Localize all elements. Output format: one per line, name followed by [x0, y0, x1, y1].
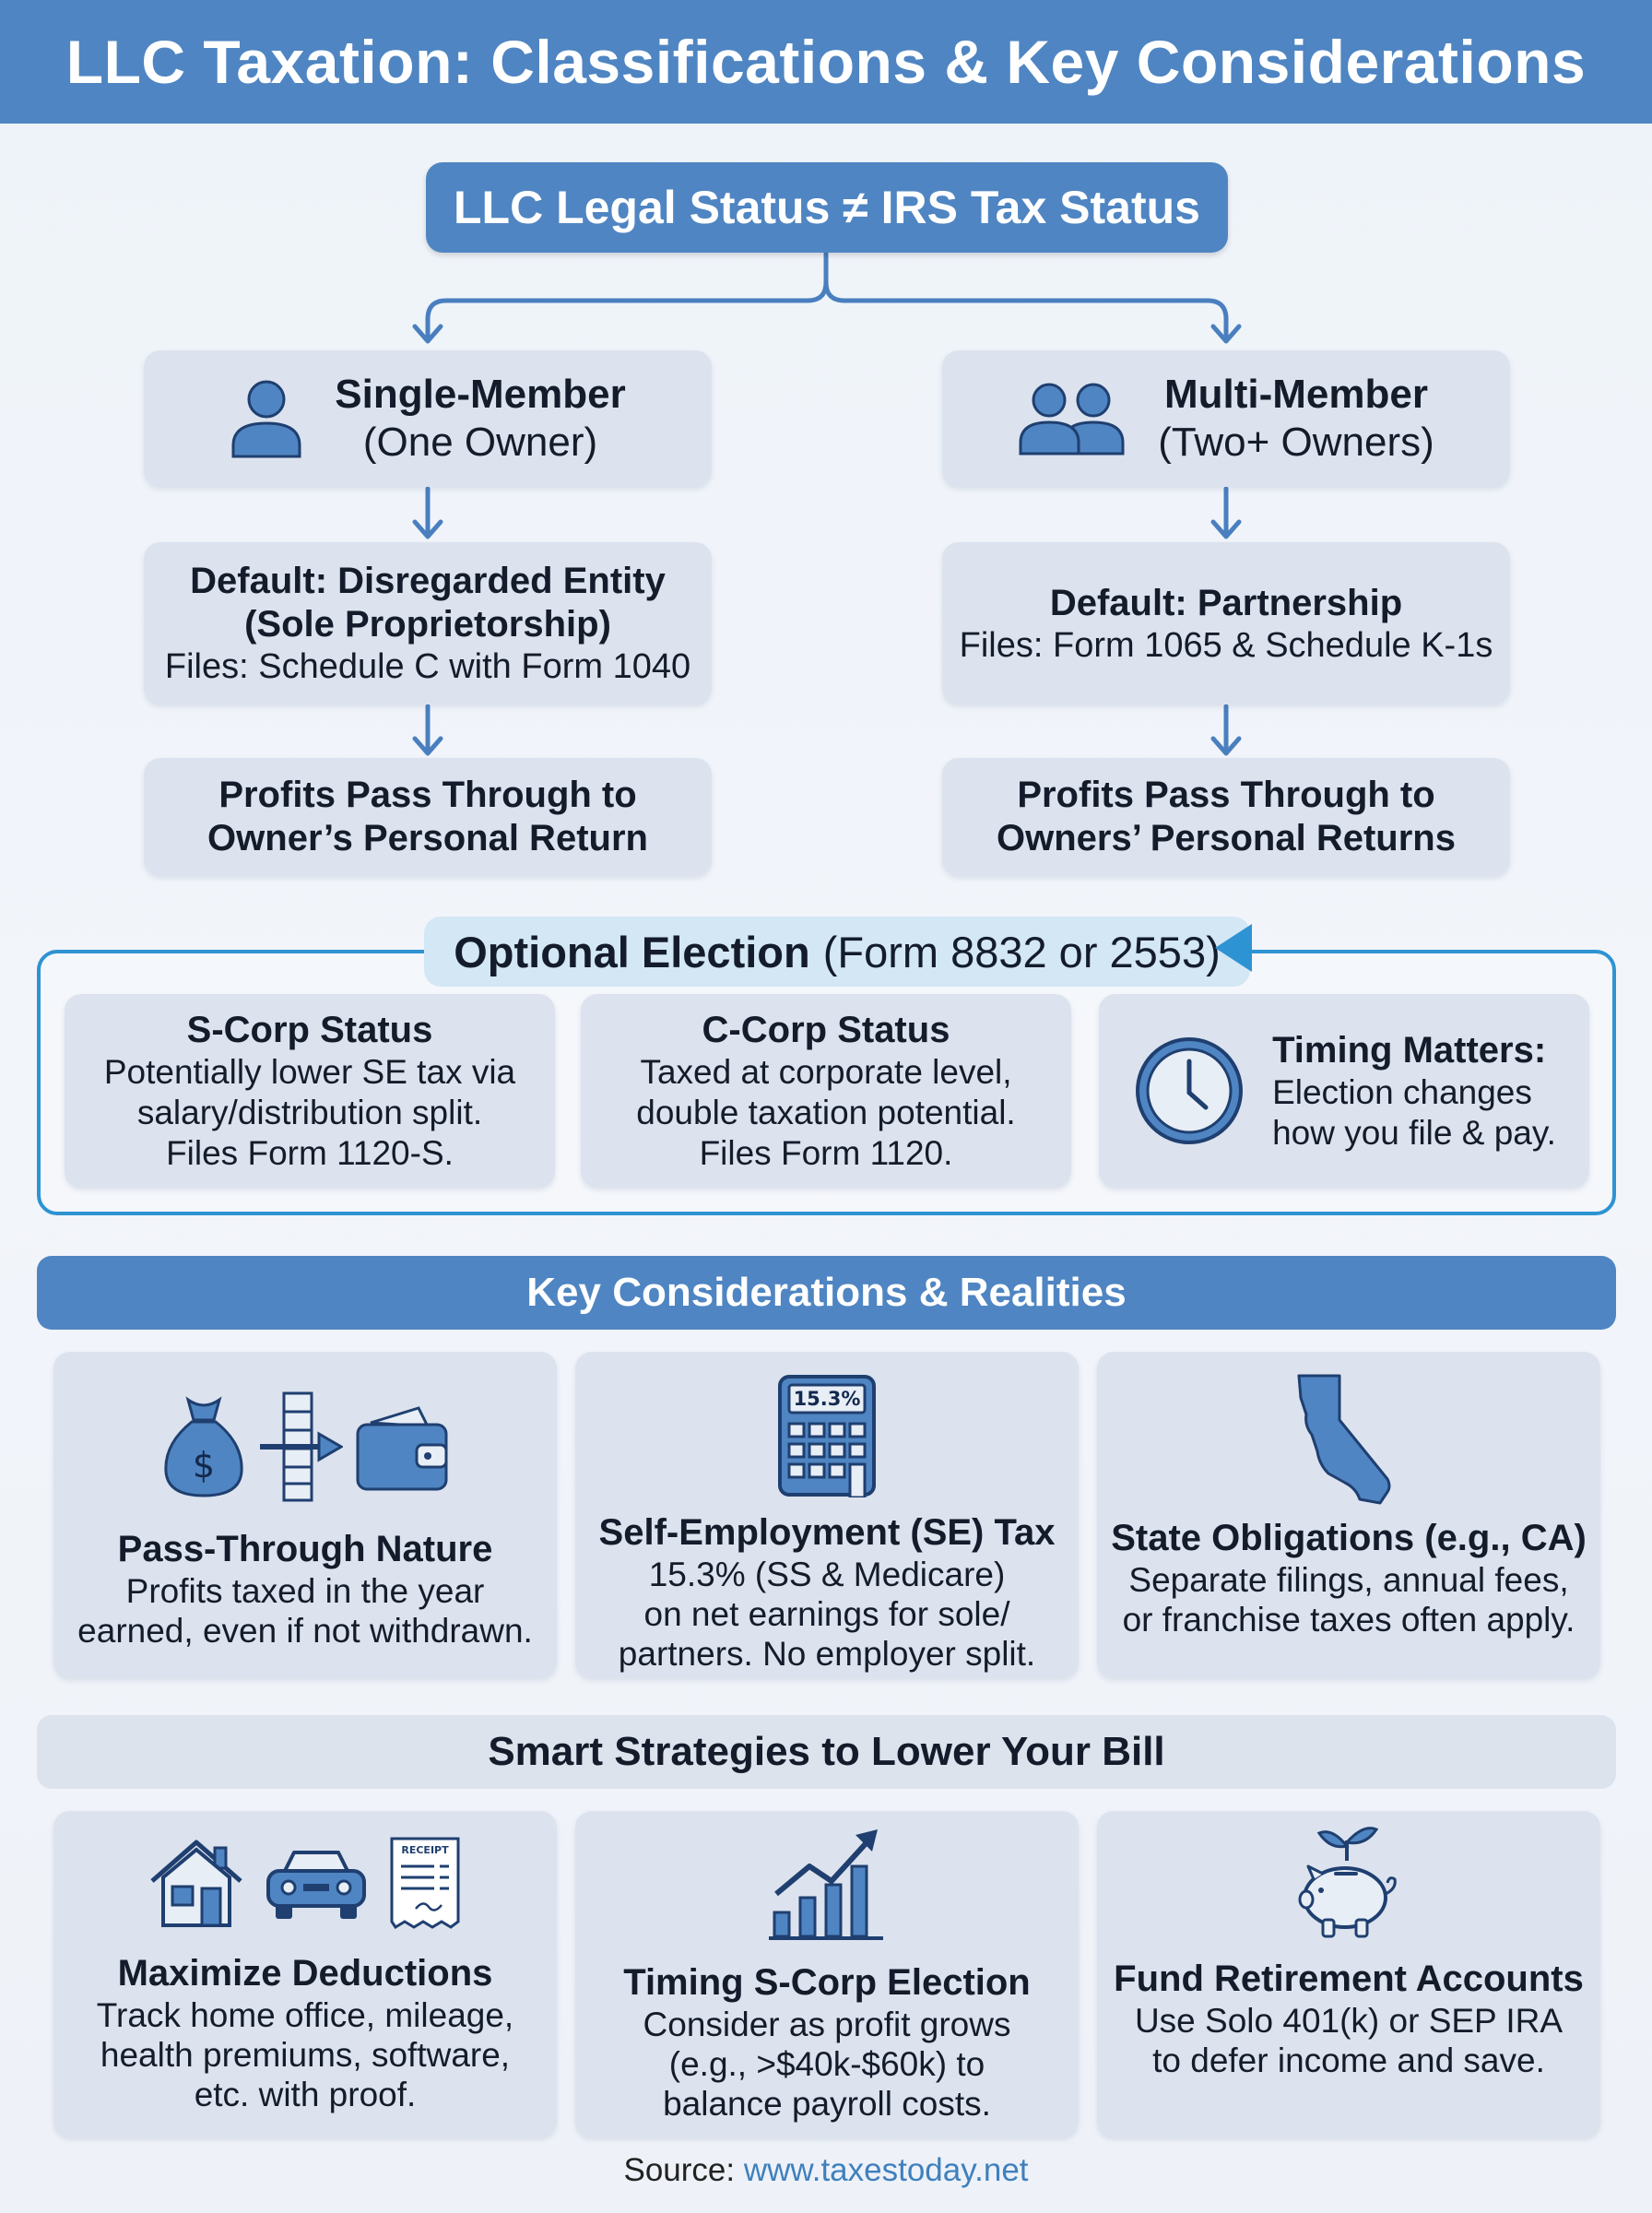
election-arrow-icon — [1215, 924, 1252, 972]
single-member-box — [144, 350, 712, 487]
multi-member-subtitle: (Two+ Owners) — [1158, 420, 1434, 465]
state-title: State Obligations (e.g., CA) — [1111, 1518, 1587, 1558]
ccorp-line3: Files Form 1120. — [699, 1134, 953, 1172]
single-default-title: Default: Disregarded Entity — [190, 561, 666, 601]
receipt-label: RECEIPT — [401, 1844, 449, 1856]
single-result-line2: Owner’s Personal Return — [207, 818, 648, 858]
state-line2: or franchise taxes often apply. — [1122, 1601, 1575, 1639]
se-tax-line1: 15.3% (SS & Medicare) — [648, 1556, 1006, 1593]
source-link[interactable]: www.taxestoday.net — [743, 2152, 1029, 2188]
california-map-icon — [1292, 1370, 1406, 1509]
svg-text:$: $ — [192, 1445, 216, 1485]
deductions-icons — [148, 1835, 462, 1931]
ccorp-line2: double taxation potential. — [636, 1094, 1016, 1131]
money-bag-icon — [160, 1392, 247, 1501]
state-card — [1097, 1352, 1600, 1678]
calculator-display: 15.3% — [793, 1388, 861, 1410]
se-tax-card — [575, 1352, 1079, 1678]
person-icon — [230, 377, 303, 460]
multi-result-line1: Profits Pass Through to — [1017, 775, 1435, 815]
timing-title: Timing Matters: — [1272, 1030, 1547, 1071]
deductions-line3: etc. with proof. — [194, 2076, 417, 2113]
retirement-title: Fund Retirement Accounts — [1114, 1959, 1584, 1999]
piggy-bank-icon — [1292, 1824, 1406, 1942]
timing-box — [1099, 994, 1589, 1188]
multi-default-files: Files: Form 1065 & Schedule K-1s — [959, 625, 1493, 665]
single-result-box — [144, 758, 712, 876]
scorp-line2: salary/distribution split. — [136, 1094, 483, 1131]
timing-election-title: Timing S-Corp Election — [623, 1962, 1031, 2003]
state-line1: Separate filings, annual fees, — [1128, 1561, 1569, 1599]
election-label-bold: Optional Election — [454, 927, 810, 976]
pass-through-icons — [160, 1387, 450, 1507]
single-result-line1: Profits Pass Through to — [218, 775, 637, 815]
car-icon — [265, 1843, 368, 1923]
deductions-title: Maximize Deductions — [117, 1953, 493, 1994]
source-line — [0, 2152, 1652, 2189]
retirement-line2: to defer income and save. — [1152, 2041, 1545, 2079]
se-tax-line3: partners. No employer split. — [618, 1635, 1036, 1673]
election-label — [424, 917, 1250, 987]
retirement-card — [1097, 1811, 1600, 2137]
wall-icon — [258, 1390, 343, 1504]
timing-election-line3: balance payroll costs. — [663, 2085, 991, 2123]
growth-chart-icon — [767, 1826, 887, 1942]
scorp-title: S-Corp Status — [186, 1010, 433, 1050]
deductions-line2: health premiums, software, — [100, 2036, 511, 2074]
ccorp-line1: Taxed at corporate level, — [640, 1053, 1012, 1091]
deductions-line1: Track home office, mileage, — [96, 1996, 514, 2034]
se-tax-title: Self-Employment (SE) Tax — [598, 1512, 1056, 1553]
multi-default-box — [942, 542, 1510, 704]
ccorp-title: C-Corp Status — [702, 1010, 950, 1050]
pass-through-card — [53, 1352, 557, 1678]
election-label-forms: (Form 8832 or 2553) — [822, 927, 1221, 976]
multi-default-title: Default: Partnership — [1049, 582, 1403, 623]
scorp-line1: Potentially lower SE tax via — [103, 1053, 516, 1091]
receipt-icon — [388, 1835, 462, 1931]
multi-member-box — [942, 350, 1510, 487]
single-member-title: Single-Member — [335, 372, 626, 417]
scorp-line3: Files Form 1120-S. — [166, 1134, 454, 1172]
single-member-subtitle: (One Owner) — [362, 420, 598, 465]
timing-election-line2: (e.g., >$40k-$60k) to — [668, 2045, 985, 2083]
multi-member-title: Multi-Member — [1163, 372, 1428, 417]
timing-election-line1: Consider as profit grows — [643, 2006, 1011, 2043]
scorp-box — [65, 994, 555, 1188]
people-icon — [1018, 380, 1127, 457]
calculator-icon — [777, 1374, 877, 1497]
pass-through-line2: earned, even if not withdrawn. — [77, 1612, 533, 1650]
strategies-heading: Smart Strategies to Lower Your Bill — [37, 1715, 1616, 1789]
root-status-pill: LLC Legal Status ≠ IRS Tax Status — [426, 162, 1228, 253]
considerations-heading: Key Considerations & Realities — [37, 1256, 1616, 1330]
ccorp-box — [581, 994, 1071, 1188]
pass-through-title: Pass-Through Nature — [117, 1529, 493, 1569]
source-label: Source: — [623, 2152, 736, 2188]
timing-line2: how you file & pay. — [1272, 1114, 1556, 1152]
multi-result-box — [942, 758, 1510, 876]
single-default-box — [144, 542, 712, 704]
page-title: LLC Taxation: Classifications & Key Considerations — [0, 0, 1652, 124]
clock-icon — [1132, 1034, 1246, 1148]
single-default-subtitle: (Sole Proprietorship) — [244, 604, 611, 645]
retirement-line1: Use Solo 401(k) or SEP IRA — [1134, 2002, 1564, 2040]
timing-election-card — [575, 1811, 1079, 2137]
se-tax-line2: on net earnings for sole/ — [643, 1595, 1010, 1633]
single-default-files: Files: Schedule C with Form 1040 — [164, 647, 691, 686]
multi-result-line2: Owners’ Personal Returns — [997, 818, 1456, 858]
house-icon — [148, 1837, 244, 1929]
pass-through-line1: Profits taxed in the year — [125, 1572, 485, 1610]
timing-line1: Election changes — [1272, 1073, 1532, 1111]
deductions-card — [53, 1811, 557, 2137]
wallet-icon — [354, 1401, 450, 1493]
